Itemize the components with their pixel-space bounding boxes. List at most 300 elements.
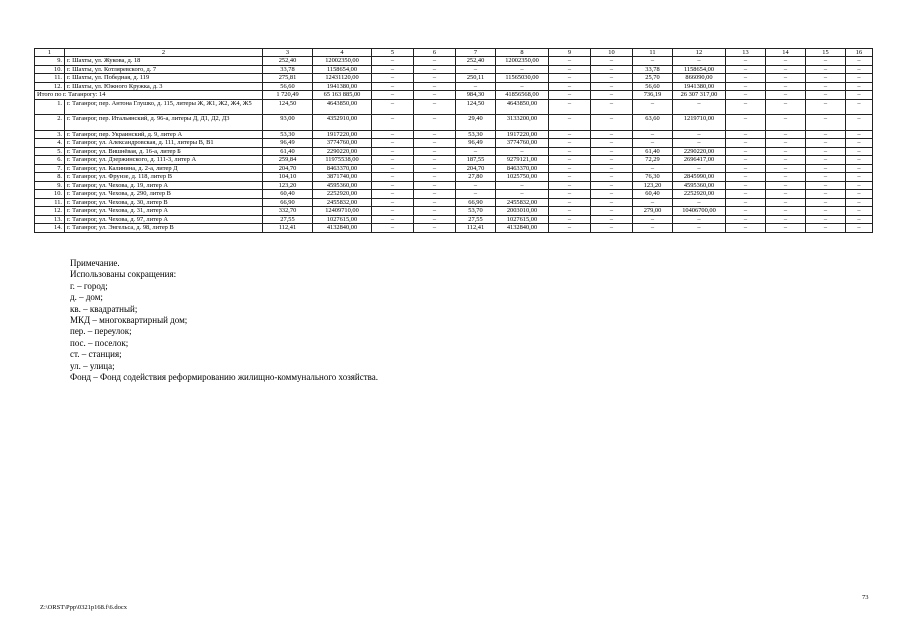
value-cell: – <box>766 82 806 91</box>
value-cell: – <box>456 82 496 91</box>
value-cell: 2252920,00 <box>673 190 726 199</box>
value-cell: 1025750,00 <box>496 173 549 182</box>
value-cell: 250,11 <box>456 74 496 83</box>
value-cell: – <box>766 173 806 182</box>
value-cell: – <box>372 99 414 115</box>
value-cell: 3871740,00 <box>313 173 372 182</box>
value-cell: 76,30 <box>633 173 673 182</box>
value-cell: – <box>726 74 766 83</box>
value-cell: – <box>591 57 633 66</box>
value-cell: 41856568,00 <box>496 91 549 100</box>
address-cell: г. Шахты, ул. Котляревского, д. 7 <box>65 65 263 74</box>
value-cell: – <box>806 130 846 139</box>
value-cell: – <box>372 147 414 156</box>
value-cell: – <box>846 190 873 199</box>
notes-intro: Использованы сокращения: <box>70 269 177 280</box>
notes-item: г. – город; <box>70 280 108 291</box>
address-cell: г. Таганрог, пер. Антона Глушко, д. 115, литеры Ж, Ж1, Ж2, Ж4, Ж5 <box>65 99 263 115</box>
address-cell: г. Таганрог, ул. Фрунзе, д. 118, литер В <box>65 173 263 182</box>
column-number-cell: 16 <box>846 49 873 57</box>
value-cell: – <box>372 207 414 216</box>
row-number-cell: 9. <box>35 57 65 66</box>
value-cell: 12409710,00 <box>313 207 372 216</box>
address-cell: г. Таганрог, ул. Вишнёвая, д. 16-а, литер Б <box>65 147 263 156</box>
value-cell: – <box>726 82 766 91</box>
column-number-cell: 1 <box>35 49 65 57</box>
value-cell: – <box>414 224 456 233</box>
table-row <box>35 215 873 224</box>
value-cell: 2845990,00 <box>673 173 726 182</box>
value-cell: 2290220,00 <box>313 147 372 156</box>
address-cell: г. Таганрог, ул. Чехова, д. 290, литер В <box>65 190 263 199</box>
value-cell: 104,10 <box>263 173 313 182</box>
value-cell: – <box>414 156 456 165</box>
value-cell: – <box>414 57 456 66</box>
value-cell: – <box>766 130 806 139</box>
value-cell: – <box>591 207 633 216</box>
value-cell: – <box>846 65 873 74</box>
value-cell: 984,30 <box>456 91 496 100</box>
value-cell: – <box>372 198 414 207</box>
value-cell: 4352910,00 <box>313 115 372 131</box>
value-cell: – <box>633 215 673 224</box>
value-cell: – <box>414 215 456 224</box>
value-cell: – <box>549 57 591 66</box>
table-row <box>35 198 873 207</box>
value-cell: – <box>726 173 766 182</box>
value-cell: 61,40 <box>633 147 673 156</box>
column-number-cell: 8 <box>496 49 549 57</box>
value-cell: – <box>726 130 766 139</box>
value-cell: – <box>496 65 549 74</box>
value-cell: – <box>806 147 846 156</box>
notes-item: Фонд – Фонд содействия реформированию жилищно-коммунального хозяйства. <box>70 372 379 383</box>
table-row <box>35 82 873 91</box>
value-cell: – <box>633 57 673 66</box>
value-cell: – <box>372 181 414 190</box>
value-cell: 63,60 <box>633 115 673 131</box>
value-cell: – <box>414 181 456 190</box>
value-cell: 96,49 <box>456 139 496 148</box>
value-cell: – <box>414 99 456 115</box>
value-cell: 8463370,00 <box>313 164 372 173</box>
value-cell: – <box>766 65 806 74</box>
value-cell: 1917220,00 <box>313 130 372 139</box>
value-cell: – <box>806 156 846 165</box>
value-cell: 736,19 <box>633 91 673 100</box>
value-cell: – <box>726 65 766 74</box>
value-cell: 53,30 <box>456 130 496 139</box>
value-cell: 11975538,00 <box>313 156 372 165</box>
address-cell: г. Таганрог, ул. Дзержинского, д. 111-3, литер А <box>65 156 263 165</box>
value-cell: 187,55 <box>456 156 496 165</box>
value-cell: – <box>549 190 591 199</box>
value-cell: – <box>549 164 591 173</box>
value-cell: – <box>673 99 726 115</box>
value-cell: – <box>414 173 456 182</box>
value-cell: 123,20 <box>263 181 313 190</box>
value-cell: – <box>766 224 806 233</box>
column-number-cell: 9 <box>549 49 591 57</box>
value-cell: – <box>806 65 846 74</box>
value-cell: – <box>549 115 591 131</box>
value-cell: – <box>414 130 456 139</box>
column-number-cell: 10 <box>591 49 633 57</box>
value-cell: – <box>633 99 673 115</box>
value-cell: 204,70 <box>263 164 313 173</box>
column-number-cell: 13 <box>726 49 766 57</box>
value-cell: 26 307 317,00 <box>673 91 726 100</box>
row-number-cell: 8. <box>35 173 65 182</box>
value-cell: – <box>633 198 673 207</box>
value-cell: 2455832,00 <box>313 198 372 207</box>
value-cell: 66,90 <box>263 198 313 207</box>
value-cell: – <box>726 164 766 173</box>
row-number-cell: 12. <box>35 82 65 91</box>
value-cell: 4132840,00 <box>496 224 549 233</box>
value-cell: 1158654,00 <box>313 65 372 74</box>
value-cell: 9279121,00 <box>496 156 549 165</box>
value-cell: – <box>549 173 591 182</box>
value-cell: 12431120,00 <box>313 74 372 83</box>
value-cell: – <box>766 139 806 148</box>
value-cell: – <box>372 115 414 131</box>
page-number: 73 <box>862 594 869 601</box>
value-cell: 112,41 <box>456 224 496 233</box>
notes-block <box>70 258 378 383</box>
value-cell: – <box>633 224 673 233</box>
value-cell: 12002350,00 <box>313 57 372 66</box>
row-number-cell: 11. <box>35 198 65 207</box>
address-cell: г. Таганрог, ул. Чехова, д. 30, литер В <box>65 198 263 207</box>
value-cell: – <box>549 91 591 100</box>
value-cell: – <box>633 164 673 173</box>
value-cell: – <box>846 207 873 216</box>
value-cell: – <box>673 130 726 139</box>
value-cell: 2696417,00 <box>673 156 726 165</box>
value-cell: – <box>846 82 873 91</box>
value-cell: 1027615,00 <box>313 215 372 224</box>
value-cell: – <box>726 147 766 156</box>
value-cell: – <box>549 99 591 115</box>
value-cell: 2252920,00 <box>313 190 372 199</box>
address-cell: г. Шахты, ул. Победная, д. 119 <box>65 74 263 83</box>
value-cell: – <box>372 57 414 66</box>
value-cell: 66,90 <box>456 198 496 207</box>
row-number-cell: 9. <box>35 181 65 190</box>
value-cell: 33,78 <box>263 65 313 74</box>
row-number-cell: 12. <box>35 207 65 216</box>
row-number-cell: 10. <box>35 190 65 199</box>
column-number-cell: 11 <box>633 49 673 57</box>
column-number-cell: 4 <box>313 49 372 57</box>
value-cell: – <box>549 139 591 148</box>
value-cell: – <box>372 130 414 139</box>
value-cell: 27,55 <box>456 215 496 224</box>
value-cell: – <box>766 74 806 83</box>
value-cell: – <box>766 207 806 216</box>
value-cell: – <box>591 181 633 190</box>
notes-item: ст. – станция; <box>70 349 122 360</box>
value-cell: – <box>726 215 766 224</box>
notes-item: д. – дом; <box>70 292 103 303</box>
table-row <box>35 57 873 66</box>
value-cell: – <box>766 156 806 165</box>
value-cell: – <box>372 65 414 74</box>
address-cell: г. Таганрог, пер. Украинский, д. 9, литер А <box>65 130 263 139</box>
value-cell: – <box>846 198 873 207</box>
value-cell: 12002350,00 <box>496 57 549 66</box>
value-cell: – <box>414 147 456 156</box>
value-cell: – <box>846 115 873 131</box>
value-cell: – <box>726 198 766 207</box>
row-number-cell: 2. <box>35 115 65 131</box>
value-cell: 10406700,00 <box>673 207 726 216</box>
value-cell: – <box>846 147 873 156</box>
value-cell: 4595360,00 <box>673 181 726 190</box>
value-cell: – <box>591 74 633 83</box>
value-cell: – <box>549 215 591 224</box>
value-cell: – <box>549 198 591 207</box>
value-cell: – <box>673 215 726 224</box>
value-cell: 1 720,49 <box>263 91 313 100</box>
value-cell: – <box>806 215 846 224</box>
value-cell: – <box>456 147 496 156</box>
value-cell: – <box>591 139 633 148</box>
value-cell: – <box>549 147 591 156</box>
address-cell: г. Таганрог, ул. Александровская, д. 111, литеры В, В1 <box>65 139 263 148</box>
value-cell: 275,81 <box>263 74 313 83</box>
value-cell: – <box>414 164 456 173</box>
notes-item: пос. – поселок; <box>70 337 129 348</box>
value-cell: 8463370,00 <box>496 164 549 173</box>
value-cell: – <box>806 190 846 199</box>
value-cell: 279,00 <box>633 207 673 216</box>
value-cell: 1158654,00 <box>673 65 726 74</box>
total-label-cell: Итого по г. Таганрогу: 14 <box>35 91 263 100</box>
value-cell: 4643850,00 <box>496 99 549 115</box>
value-cell: – <box>496 181 549 190</box>
value-cell: – <box>806 99 846 115</box>
value-cell: – <box>372 82 414 91</box>
value-cell: – <box>372 91 414 100</box>
value-cell: – <box>846 57 873 66</box>
value-cell: – <box>766 215 806 224</box>
value-cell: – <box>549 224 591 233</box>
value-cell: – <box>766 147 806 156</box>
value-cell: – <box>591 156 633 165</box>
value-cell: – <box>372 224 414 233</box>
value-cell: 2455832,00 <box>496 198 549 207</box>
value-cell: 1941380,00 <box>313 82 372 91</box>
notes-item: кв. – квадратный; <box>70 303 138 314</box>
value-cell: – <box>549 130 591 139</box>
value-cell: – <box>806 224 846 233</box>
value-cell: 56,60 <box>633 82 673 91</box>
value-cell: – <box>591 147 633 156</box>
value-cell: – <box>591 82 633 91</box>
value-cell: 11565030,00 <box>496 74 549 83</box>
value-cell: – <box>766 164 806 173</box>
value-cell: 27,80 <box>456 173 496 182</box>
value-cell: – <box>414 115 456 131</box>
value-cell: – <box>673 139 726 148</box>
value-cell: – <box>591 164 633 173</box>
notes-title: Примечание. <box>70 258 120 268</box>
value-cell: – <box>806 207 846 216</box>
value-cell: – <box>766 181 806 190</box>
column-number-cell: 5 <box>372 49 414 57</box>
address-cell: г. Таганрог, пер. Итальянский, д. 96-а, литеры Д, Д1, Д2, Д3 <box>65 115 263 131</box>
value-cell: – <box>633 130 673 139</box>
value-cell: 4643850,00 <box>313 99 372 115</box>
row-number-cell: 10. <box>35 65 65 74</box>
value-cell: – <box>806 164 846 173</box>
column-number-cell: 6 <box>414 49 456 57</box>
value-cell: – <box>591 190 633 199</box>
value-cell: – <box>496 147 549 156</box>
address-cell: г. Таганрог, ул. Чехова, д. 31, литер А <box>65 207 263 216</box>
value-cell: – <box>549 181 591 190</box>
value-cell: – <box>766 198 806 207</box>
value-cell: – <box>846 99 873 115</box>
value-cell: 252,40 <box>456 57 496 66</box>
value-cell: – <box>591 91 633 100</box>
value-cell: 2003010,00 <box>496 207 549 216</box>
value-cell: 60,40 <box>633 190 673 199</box>
address-cell: г. Шахты, ул. Жукова, д. 18 <box>65 57 263 66</box>
row-number-cell: 4. <box>35 139 65 148</box>
value-cell: 124,50 <box>263 99 313 115</box>
row-number-cell: 13. <box>35 215 65 224</box>
value-cell: – <box>414 65 456 74</box>
address-cell: г. Таганрог, ул. Калинина, д. 2-а, литер Д <box>65 164 263 173</box>
table-row <box>35 65 873 74</box>
value-cell: – <box>766 115 806 131</box>
value-cell: – <box>414 198 456 207</box>
value-cell: – <box>846 164 873 173</box>
value-cell: 96,49 <box>263 139 313 148</box>
table-row <box>35 181 873 190</box>
table-row <box>35 207 873 216</box>
table-header-row <box>35 49 873 57</box>
value-cell: – <box>806 82 846 91</box>
value-cell: – <box>456 65 496 74</box>
value-cell: – <box>726 99 766 115</box>
value-cell: 252,40 <box>263 57 313 66</box>
table-row <box>35 156 873 165</box>
value-cell: 4132840,00 <box>313 224 372 233</box>
row-number-cell: 7. <box>35 164 65 173</box>
value-cell: – <box>726 91 766 100</box>
value-cell: – <box>372 215 414 224</box>
address-cell: г. Таганрог, ул. Энгельса, д. 98, литер В <box>65 224 263 233</box>
value-cell: – <box>591 65 633 74</box>
value-cell: – <box>549 82 591 91</box>
value-cell: – <box>549 156 591 165</box>
value-cell: – <box>766 91 806 100</box>
value-cell: – <box>414 207 456 216</box>
table-row <box>35 115 873 131</box>
value-cell: – <box>726 190 766 199</box>
value-cell: 27,55 <box>263 215 313 224</box>
value-cell: – <box>673 198 726 207</box>
notes-item: МКД – многоквартирный дом; <box>70 315 188 326</box>
value-cell: – <box>372 164 414 173</box>
value-cell: – <box>806 173 846 182</box>
value-cell: – <box>414 190 456 199</box>
value-cell: – <box>456 190 496 199</box>
value-cell: – <box>549 74 591 83</box>
address-cell: г. Шахты, ул. Южного Кружка, д. 3 <box>65 82 263 91</box>
table-total-row <box>35 91 873 100</box>
value-cell: – <box>372 74 414 83</box>
value-cell: 204,70 <box>456 164 496 173</box>
table-row <box>35 139 873 148</box>
value-cell: 61,40 <box>263 147 313 156</box>
value-cell: 33,78 <box>633 65 673 74</box>
address-cell: г. Таганрог, ул. Чехова, д. 97, литер А <box>65 215 263 224</box>
value-cell: – <box>673 224 726 233</box>
value-cell: 4595360,00 <box>313 181 372 190</box>
value-cell: 124,50 <box>456 99 496 115</box>
value-cell: – <box>806 74 846 83</box>
column-number-cell: 15 <box>806 49 846 57</box>
value-cell: – <box>846 173 873 182</box>
value-cell: – <box>591 215 633 224</box>
value-cell: – <box>806 139 846 148</box>
value-cell: – <box>591 173 633 182</box>
column-number-cell: 7 <box>456 49 496 57</box>
value-cell: – <box>846 139 873 148</box>
value-cell: 53,30 <box>263 130 313 139</box>
value-cell: 259,84 <box>263 156 313 165</box>
value-cell: – <box>372 139 414 148</box>
value-cell: – <box>372 173 414 182</box>
value-cell: – <box>591 115 633 131</box>
value-cell: – <box>846 156 873 165</box>
value-cell: – <box>372 190 414 199</box>
value-cell: – <box>726 181 766 190</box>
column-number-cell: 14 <box>766 49 806 57</box>
value-cell: – <box>806 115 846 131</box>
table-row <box>35 224 873 233</box>
column-number-cell: 3 <box>263 49 313 57</box>
table-row <box>35 74 873 83</box>
value-cell: 3774760,00 <box>496 139 549 148</box>
value-cell: 56,60 <box>263 82 313 91</box>
value-cell: – <box>414 74 456 83</box>
value-cell: – <box>766 190 806 199</box>
value-cell: – <box>414 82 456 91</box>
table-row <box>35 147 873 156</box>
value-cell: 3133200,00 <box>496 115 549 131</box>
value-cell: – <box>846 181 873 190</box>
value-cell: – <box>806 181 846 190</box>
value-cell: – <box>806 57 846 66</box>
value-cell: – <box>726 57 766 66</box>
table-row <box>35 190 873 199</box>
value-cell: 60,40 <box>263 190 313 199</box>
table-row <box>35 99 873 115</box>
value-cell: – <box>726 224 766 233</box>
table-row <box>35 130 873 139</box>
value-cell: 65 163 885,00 <box>313 91 372 100</box>
value-cell: – <box>591 99 633 115</box>
value-cell: 29,40 <box>456 115 496 131</box>
value-cell: – <box>549 65 591 74</box>
value-cell: 1941380,00 <box>673 82 726 91</box>
